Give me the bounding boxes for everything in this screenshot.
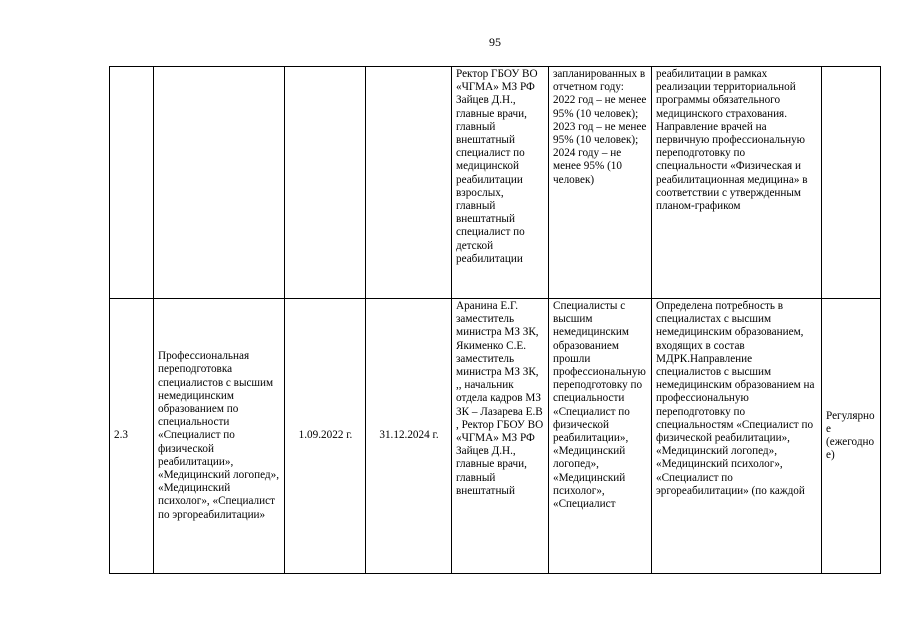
cell-start-date: 1.09.2022 г. [285, 299, 366, 574]
plan-table [109, 66, 881, 574]
cell-indicator: запланированных в отчетном году: 2022 год – не менее 95% (10 человек); 2023 год – не менее 95% (10 человек); 2024 году – не менее 95% (10 человек) [549, 67, 652, 299]
table-row [110, 67, 881, 299]
cell-responsible: Аранина Е.Г. заместитель министра МЗ ЗК, Якименко С.Е. заместитель министра МЗ ЗК, ,, начальник отдела кадров МЗ ЗК – Лазарева Е.В , Ректор ГБОУ ВО «ЧГМА» МЗ РФ Зайцев Д.Н., главные врачи, главный внештатный [452, 299, 549, 574]
cell-result: Определена потребность в специалистах с высшим немедицинским образованием, входящих в состав МДРК.Направление специалистов с высшим немедицинским образованием на профессиональную переподготовку по специальностям «Специалист по физической реабилитации», «Медицинский логопед», «Медицинский психолог», «Специалист по эргореабилитации» (по каждой [652, 299, 822, 574]
cell-end-date [366, 67, 452, 299]
cell-num [110, 67, 154, 299]
cell-title [154, 67, 285, 299]
page-number: 95 [489, 35, 501, 49]
cell-responsible: Ректор ГБОУ ВО «ЧГМА» МЗ РФ Зайцев Д.Н., главные врачи, главный внештатный специалист по медицинской реабилитации взрослых, главный внештатный специалист по детской реабилитации [452, 67, 549, 299]
cell-indicator: Специалисты с высшим немедицинским образованием прошли профессиональную переподготовку по специальности «Специалист по физической реабилитации», «Медицинский логопед», «Медицинский психолог», «Специалист [549, 299, 652, 574]
table-row [110, 299, 881, 574]
cell-end-date: 31.12.2024 г. [366, 299, 452, 574]
cell-num: 2.3 [110, 299, 154, 574]
cell-start-date [285, 67, 366, 299]
cell-title: Профессиональная переподготовка специалистов с высшим немедицинским образованием по специальности «Специалист по физической реабилитации», «Медицинский логопед», «Медицинский психолог», «Специалист по эргореабилитации» [154, 299, 285, 574]
cell-result: реабилитации в рамках реализации территориальной программы обязательного медицинского страхования. Направление врачей на первичную профессиональную переподготовку по специальности «Физическая и реабилитационная медицина» в соответствии с утвержденным планом-графиком [652, 67, 822, 299]
cell-period [822, 67, 881, 299]
cell-period: Регулярное (ежегодное) [822, 299, 881, 574]
